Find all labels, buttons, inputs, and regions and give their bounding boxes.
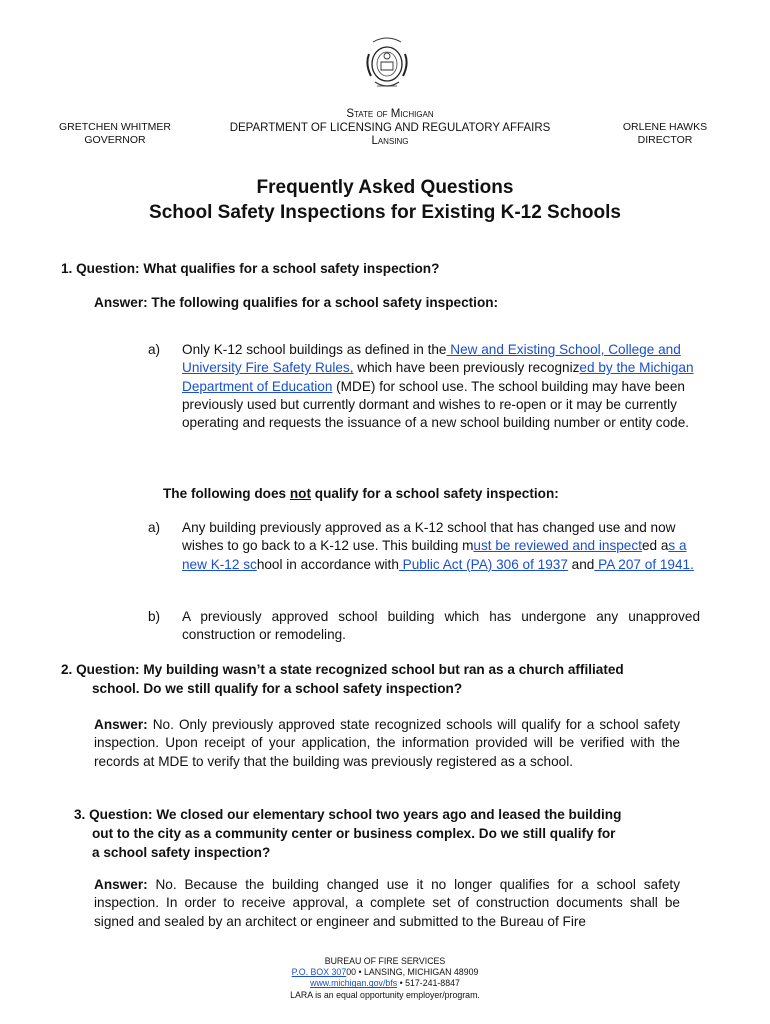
fire-safety-rules-link[interactable]: New and Existing School, College and University Fire Safety Rules, xyxy=(182,342,681,376)
governor-block xyxy=(40,121,190,147)
city-name: Lansing xyxy=(371,135,409,147)
answer-1-heading: Answer: The following qualifies for a school safety inspection: xyxy=(94,295,499,310)
contact-line: www.michigan.gov/bfs • 517-241-8847 xyxy=(310,978,460,989)
answer-3: Answer: No. Because the building changed use it no longer qualifies for a school safety inspection. In order to receive approval, a complete set of construction documents shall be signed and sealed by an architect or engineer and submitted to the Bureau of Fire xyxy=(94,877,680,929)
governor-title: GOVERNOR xyxy=(84,134,146,146)
not-qualify-item-a: a) Any building previously approved as a K-12 school that has changed use and now wishes to go back to a K-12 use. This building must be reviewed and inspected as a new K-12 school in accordance with Public Act (PA) 306 of 1937 and PA 207 of 1941. xyxy=(148,520,694,572)
item-label: b) xyxy=(148,609,161,624)
michigan-seal-icon xyxy=(363,34,411,94)
question-3: 3. Question: We closed our elementary school two years ago and leased the building out to the city as a community center or business complex. Do we still qualify for a school safety inspection? xyxy=(74,807,622,860)
po-box-link[interactable]: P.O. BOX 307 xyxy=(291,967,347,978)
footer xyxy=(0,956,770,1001)
equal-opportunity: LARA is an equal opportunity employer/program. xyxy=(290,989,480,1000)
website-link[interactable]: www.michigan.gov/bfs xyxy=(310,978,398,989)
mailing-address: P.O. BOX 30700 • LANSING, MICHIGAN 48909 xyxy=(291,967,479,978)
department-block xyxy=(205,108,575,149)
director-name: ORLENE HAWKS xyxy=(622,121,708,133)
answer-label: Answer: xyxy=(94,717,148,732)
qualifies-item-a: a) Only K-12 school buildings as defined in the New and Existing School, College and University Fire Safety Rules, which have been previously recognized by the Michigan Department of Education (MDE) for school use. The school building may have been previously used but currently dormant and wishes to re-open or it may be currently operating and requests the issuance of a new school building number or entity code. xyxy=(148,342,694,431)
answer-label: Answer: xyxy=(94,877,148,892)
governor-name: GRETCHEN WHITMER xyxy=(59,121,171,133)
mde-link[interactable]: ed by the Michigan Department of Education xyxy=(182,360,694,394)
question-2: 2. Question: My building wasn’t a state recognized school but ran as a church affiliated school. Do we still qualify for a school safety inspection? xyxy=(61,662,624,696)
director-block xyxy=(600,121,730,147)
not-qualify-item-b: b) A previously approved school building which has undergone any unapproved construction or remodeling. xyxy=(148,609,700,643)
page-title xyxy=(0,175,770,225)
review-link[interactable]: ust be reviewed and inspect xyxy=(473,538,642,554)
question-1: 1. Question: What qualifies for a school safety inspection? xyxy=(61,261,440,276)
department-name: DEPARTMENT OF LICENSING AND REGULATORY AFFAIRS xyxy=(229,121,551,134)
pa-207-link[interactable]: PA 207 of 1941. xyxy=(594,556,694,572)
public-act-306-link[interactable]: Public Act (PA) 306 of 1937 xyxy=(398,556,568,572)
item-label: a) xyxy=(148,520,161,535)
bureau-name: BUREAU OF FIRE SERVICES xyxy=(324,956,446,966)
title-line-2: School Safety Inspections for Existing K-12 Schools xyxy=(149,202,621,223)
new-school-link[interactable]: s a new K-12 sc xyxy=(182,538,687,572)
answer-2: Answer: No. Only previously approved state recognized schools will qualify for a school safety inspection. Upon receipt of your application, the information provided will be verified with the records at MDE to verify that the building was previously registered as a school. xyxy=(94,717,680,769)
not-qualify-heading: The following does not qualify for a school safety inspection: xyxy=(163,486,559,501)
director-title: DIRECTOR xyxy=(637,134,693,146)
title-line-1: Frequently Asked Questions xyxy=(256,177,514,198)
state-name: State of Michigan xyxy=(346,108,434,120)
item-label: a) xyxy=(148,342,161,357)
